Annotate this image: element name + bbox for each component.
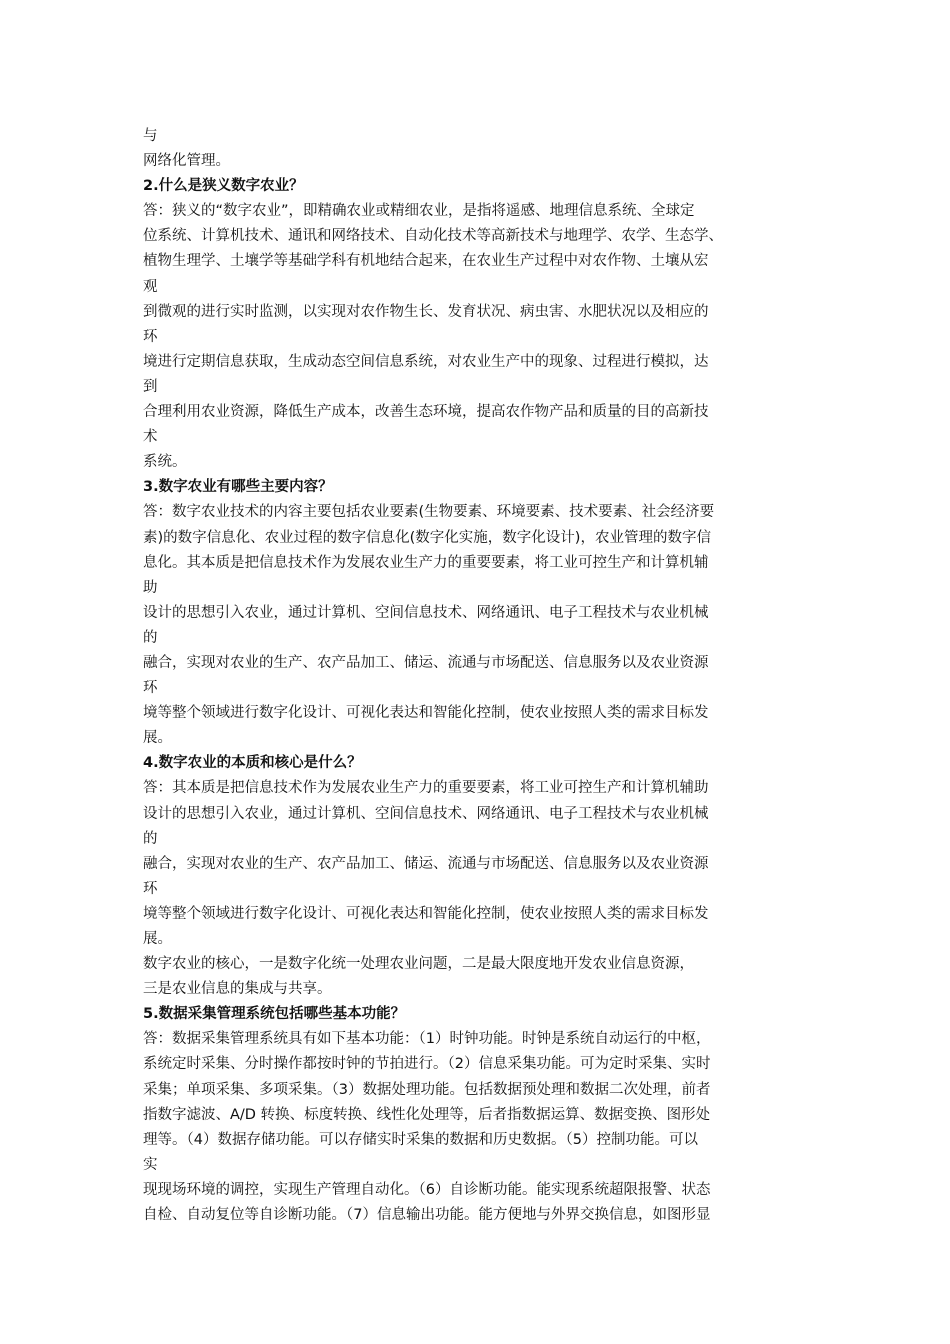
text-line: 展。 [143, 730, 172, 747]
text-line: 的 [143, 830, 158, 847]
question-heading: 3.数字农业有哪些主要内容？ [143, 479, 333, 496]
text-line: 境等整个领域进行数字化设计、可视化表达和智能化控制，使农业按照人类的需求目标发 [143, 705, 709, 722]
text-line: 实 [143, 1156, 158, 1173]
text-line: 观 [143, 278, 158, 295]
text-line: 数字农业的核心，一是数字化统一处理农业问题，二是最大限度地开发农业信息资源， [143, 956, 694, 973]
text-line: 答：数据采集管理系统具有如下基本功能：（1）时钟功能。时钟是系统自动运行的中枢， [143, 1031, 711, 1048]
text-line: 环 [143, 880, 158, 897]
text-line: 理等。（4）数据存储功能。可以存储实时采集的数据和历史数据。（5）控制功能。可以 [143, 1131, 698, 1148]
question-heading: 2.什么是狭义数字农业？ [143, 178, 304, 195]
text-line: 展。 [143, 931, 172, 947]
text-line: 与 [143, 128, 158, 144]
text-line: 环 [143, 328, 158, 345]
text-line: 的 [143, 629, 158, 646]
text-line: 现现场环境的调控，实现生产管理自动化。（6）自诊断功能。能实现系统超限报警、状态 [143, 1181, 711, 1198]
text-line: 系统定时采集、分时操作都按时钟的节拍进行。（2）信息采集功能。可为定时采集、实时 [143, 1056, 711, 1073]
text-line: 答：狭义的“数字农业”，即精确农业或精细农业，是指将遥感、地理信息系统、全球定 [143, 203, 695, 220]
text-line: 到 [143, 378, 158, 395]
question-heading: 4.数字农业的本质和核心是什么？ [143, 755, 362, 772]
text-line: 自检、自动复位等自诊断功能。（7）信息输出功能。能方便地与外界交换信息，如图形显 [143, 1207, 711, 1224]
text-line: 术 [143, 429, 158, 446]
text-line: 融合，实现对农业的生产、农产品加工、储运、流通与市场配送、信息服务以及农业资源 [143, 855, 709, 872]
text-line: 植物生理学、土壤学等基础学科有机地结合起来，在农业生产过程中对农作物、土壤从宏 [143, 253, 709, 270]
text-line: 系统。 [143, 454, 187, 471]
text-line: 网络化管理。 [143, 153, 230, 170]
text-line: 采集；单项采集、多项采集。（3）数据处理功能。包括数据预处理和数据二次处理，前者 [143, 1081, 711, 1098]
text-line: 息化。其本质是把信息技术作为发展农业生产力的重要要素，将工业可控生产和计算机辅 [143, 554, 709, 571]
text-line: 答：数字农业技术的内容主要包括农业要素(生物要素、环境要素、技术要素、社会经济要 [143, 504, 715, 521]
text-line: 三是农业信息的集成与共享。 [143, 981, 332, 998]
text-line: 到微观的进行实时监测，以实现对农作物生长、发育状况、病虫害、水肥状况以及相应的 [143, 303, 709, 320]
text-line: 助 [143, 579, 158, 596]
document-body [143, 124, 823, 1228]
text-line: 位系统、计算机技术、通讯和网络技术、自动化技术等高新技术与地理学、农学、生态学、 [143, 228, 723, 245]
text-line: 融合，实现对农业的生产、农产品加工、储运、流通与市场配送、信息服务以及农业资源 [143, 654, 709, 671]
text-line: 答：其本质是把信息技术作为发展农业生产力的重要要素，将工业可控生产和计算机辅助 [143, 780, 709, 797]
question-heading: 5.数据采集管理系统包括哪些基本功能？ [143, 1006, 406, 1023]
text-line: 指数字滤波、A/D 转换、标度转换、线性化处理等，后者指数据运算、数据变换、图形处 [143, 1106, 711, 1123]
text-line: 设计的思想引入农业，通过计算机、空间信息技术、网络通讯、电子工程技术与农业机械 [143, 604, 709, 621]
text-line: 境进行定期信息获取，生成动态空间信息系统，对农业生产中的现象、过程进行模拟，达 [143, 353, 709, 370]
text-line: 合理利用农业资源，降低生产成本，改善生态环境，提高农作物产品和质量的目的高新技 [143, 404, 709, 421]
text-line: 境等整个领域进行数字化设计、可视化表达和智能化控制，使农业按照人类的需求目标发 [143, 905, 709, 922]
text-line: 设计的思想引入农业，通过计算机、空间信息技术、网络通讯、电子工程技术与农业机械 [143, 805, 709, 822]
text-line: 素)的数字信息化、农业过程的数字信息化(数字化实施，数字化设计)，农业管理的数字信 [143, 529, 711, 546]
text-line: 环 [143, 680, 158, 697]
